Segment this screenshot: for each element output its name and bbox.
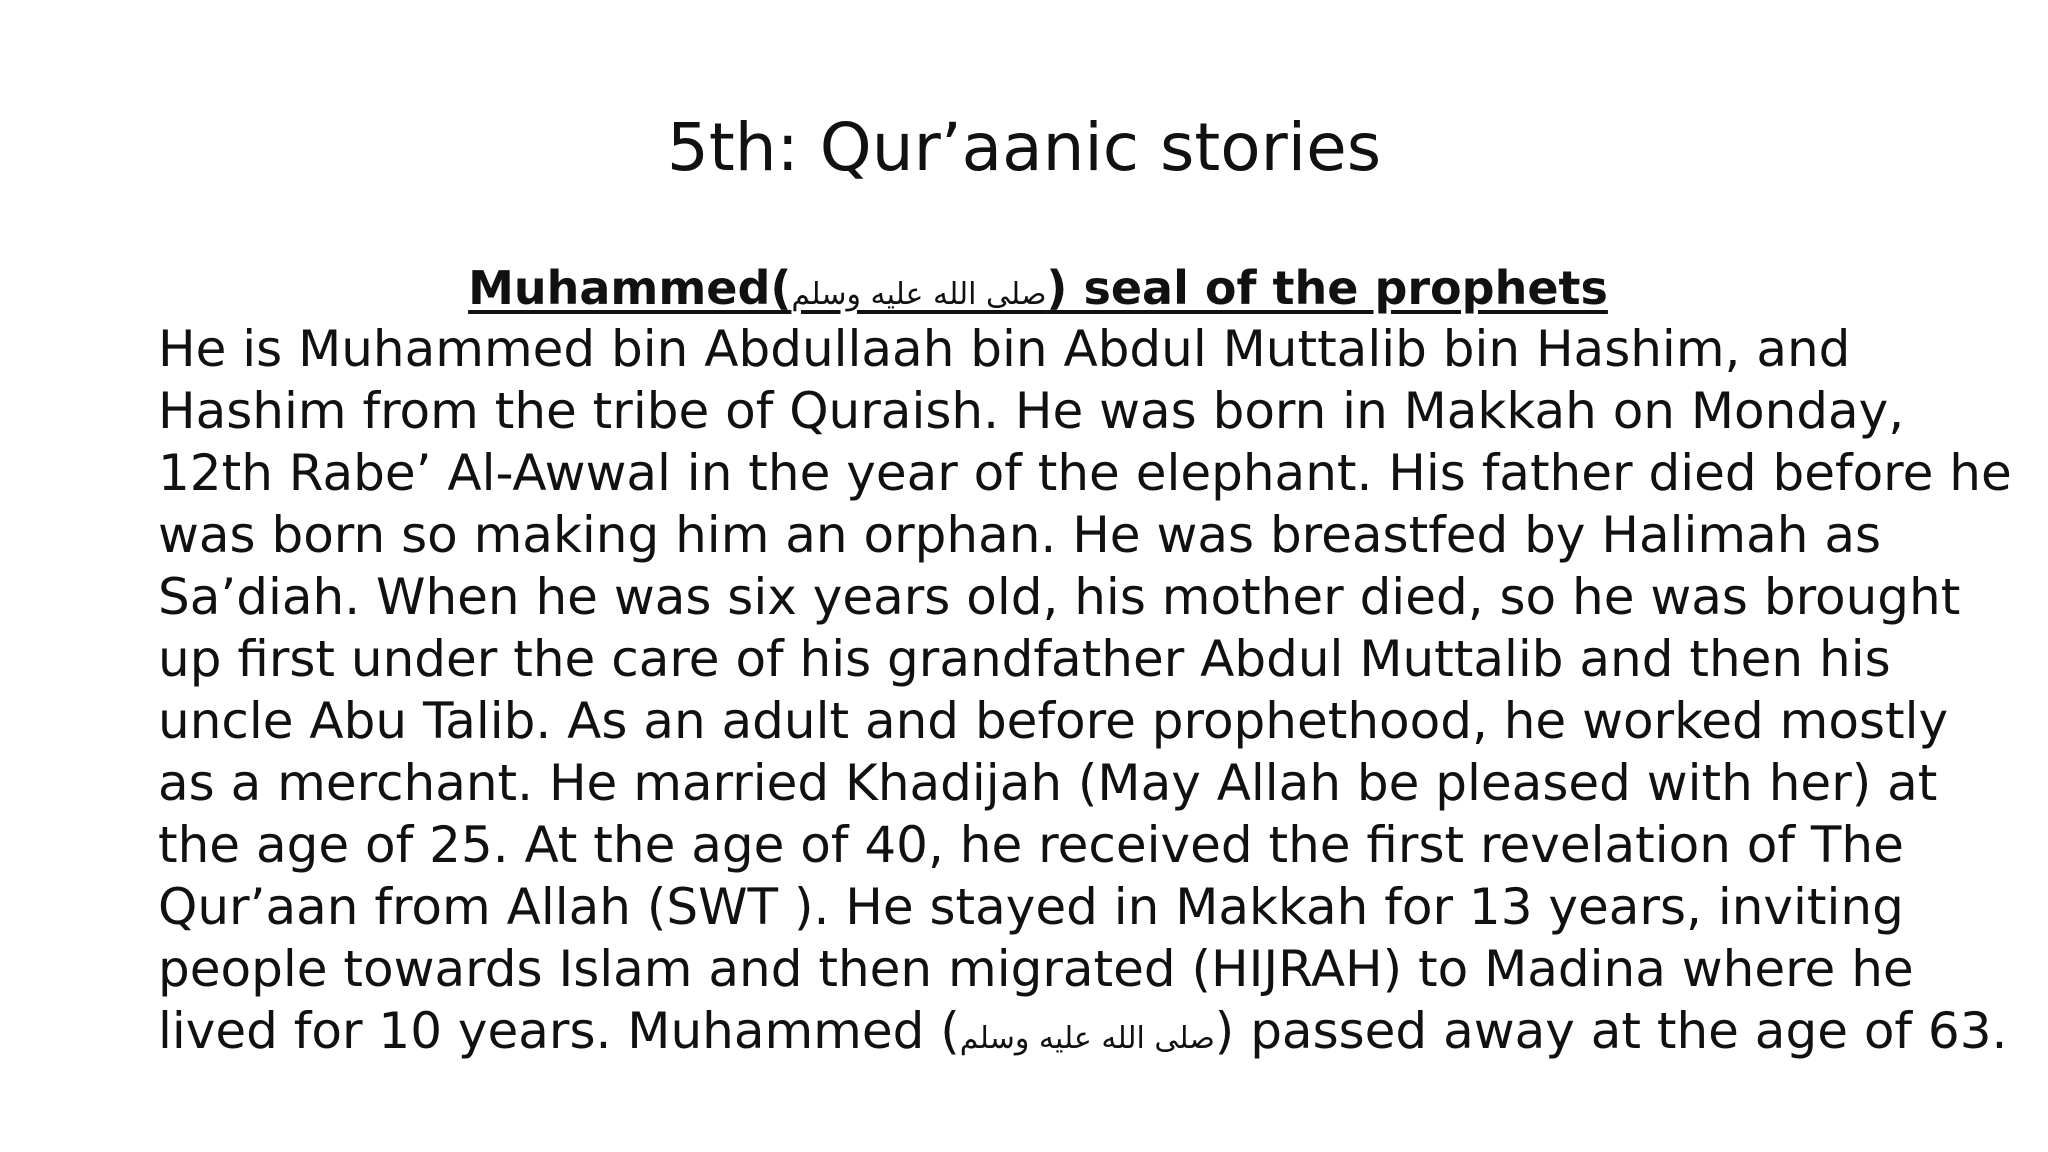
heading-prefix: Muhammed( bbox=[468, 261, 792, 315]
body-line: Qur’aan from Allah (SWT ). He stayed in Makkah for 13 years, inviting bbox=[158, 878, 1904, 936]
body-line: the age of 25. At the age of 40, he received the first revelation of The bbox=[158, 816, 1904, 874]
heading-suffix: ) seal of the prophets bbox=[1046, 261, 1608, 315]
body-paragraph bbox=[158, 318, 2012, 1070]
slide-title: 5th: Qur’aanic stories bbox=[666, 109, 1382, 186]
heading-honorific: صلى الله عليه وسلم bbox=[791, 277, 1047, 312]
section-heading bbox=[158, 260, 1918, 323]
body-line: up first under the care of his grandfather Abdul Muttalib and then his bbox=[158, 630, 1891, 688]
body-line-last bbox=[158, 1000, 2008, 1070]
body-line: 12th Rabe’ Al-Awwal in the year of the elephant. His father died before he bbox=[158, 444, 2012, 502]
body-line: people towards Islam and then migrated (HIJRAH) to Madina where he bbox=[158, 940, 1914, 998]
last-line-suffix: ) passed away at the age of 63. bbox=[1214, 1002, 2008, 1060]
body-line: Hashim from the tribe of Quraish. He was born in Makkah on Monday, bbox=[158, 382, 1905, 440]
last-line-honorific: صلى الله عليه وسلم bbox=[959, 1021, 1215, 1056]
body-line: was born so making him an orphan. He was breastfed by Halimah as bbox=[158, 506, 1882, 564]
body-line: Sa’diah. When he was six years old, his mother died, so he was brought bbox=[158, 568, 1961, 626]
body-line: uncle Abu Talib. As an adult and before prophethood, he worked mostly bbox=[158, 692, 1949, 750]
body-line: as a merchant. He married Khadijah (May Allah be pleased with her) at bbox=[158, 754, 1938, 812]
last-line-prefix: lived for 10 years. Muhammed ( bbox=[158, 1002, 960, 1060]
body-line: He is Muhammed bin Abdullaah bin Abdul Muttalib bin Hashim, and bbox=[158, 320, 1851, 378]
